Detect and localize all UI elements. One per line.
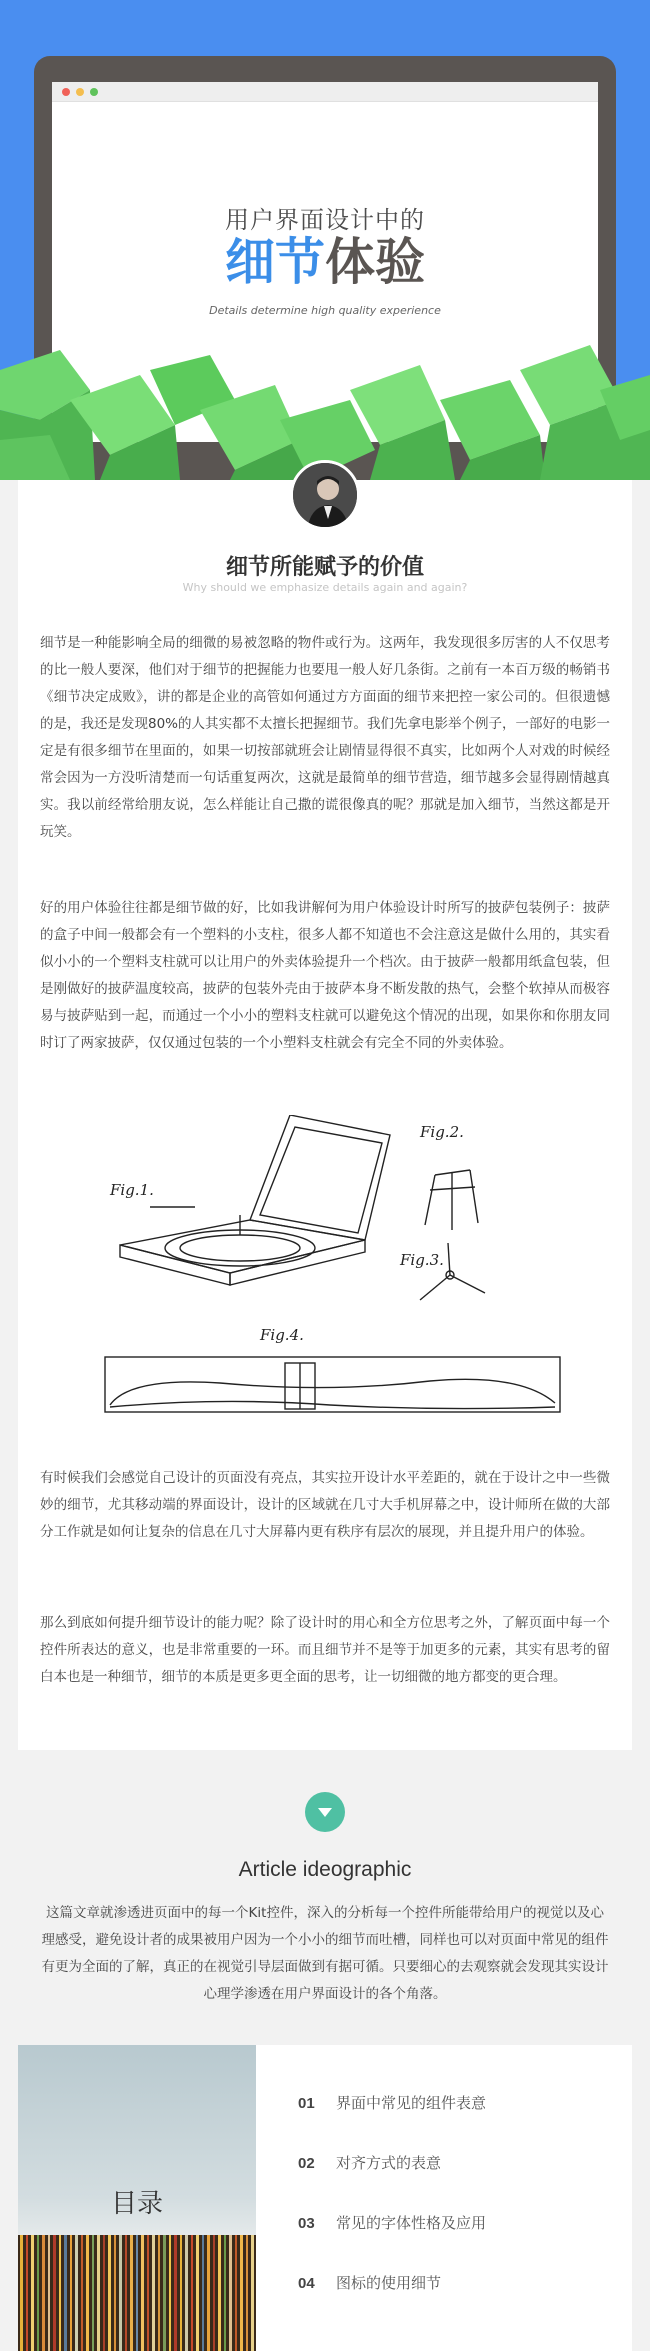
toc-item-text: 界面中常见的组件表意 — [336, 2094, 487, 2112]
toc-item-text: 图标的使用细节 — [336, 2274, 442, 2292]
pizza-box-patent-figure — [100, 1115, 570, 1445]
paragraph-3: 有时候我们会感觉自己设计的页面没有亮点，其实拉开设计水平差距的，就在于设计之中一些微妙的细节，尤其移动端的界面设计，设计的区域就在几寸大手机屏幕之中，设计师所在做的大部分工作就是如何让复杂的信息在几寸大屏幕内更有秩序有层次的展现，并且提升用户的体验。 — [40, 1470, 610, 1540]
close-dot-icon — [62, 88, 70, 96]
toc-item-number: 03 — [298, 2215, 315, 2232]
hero-title-main — [52, 232, 598, 292]
colored-stripes-decoration — [18, 2235, 256, 2351]
hero-title-dark: 体验 — [325, 233, 425, 291]
hero-banner — [0, 0, 650, 480]
ideographic-title: Article ideographic — [238, 1858, 412, 1881]
toc-item-number: 04 — [298, 2275, 315, 2292]
fig3-label: Fig.3. — [400, 1251, 444, 1269]
minimize-dot-icon — [76, 88, 84, 96]
toc-image — [18, 2045, 256, 2351]
toc-item[interactable] — [298, 2092, 618, 2120]
paragraph-2: 好的用户体验往往都是细节做的好，比如我讲解何为用户体验设计时所写的披萨包装例子：披萨的盒子中间一般都会有一个塑料的小支柱，很多人都不知道也不会注意这是做什么用的，其实看似小小的一个塑料支柱就可以让用户的外卖体验提升一个档次。由于披萨一般都用纸盒包装，但是刚做好的披萨温度较高，披萨的包装外壳由于披萨本身不断发散的热气，会整个软掉从而极容易与披萨贴到一起，而通过一个小小的塑料支柱就可以避免这个情况的出现，如果你和你朋友同时订了两家披萨，仅仅通过包装的一个小塑料支柱就会有完全不同的外卖体验。 — [40, 900, 610, 1051]
chevron-down-icon — [305, 1792, 345, 1832]
section-title: 细节所能赋予的价值 — [225, 555, 424, 580]
maximize-dot-icon — [90, 88, 98, 96]
toc-item[interactable] — [298, 2272, 618, 2300]
paragraph-4: 那么到底如何提升细节设计的能力呢？除了设计时的用心和全方位思考之外，了解页面中每一个控件所表达的意义，也是非常重要的一环。而且细节并不是等于加更多的元素，其实有思考的留白本也是一种细节，细节的本质是更多更全面的思考，让一切细微的地方都变的更合理。 — [40, 1615, 610, 1685]
hero-title-line1: 用户界面设计中的 — [225, 206, 425, 234]
toc-item-number: 02 — [298, 2155, 315, 2172]
hero-title-blue: 细节 — [225, 233, 325, 291]
fig1-label: Fig.1. — [110, 1181, 154, 1199]
ideographic-text: 这篇文章就渗透进页面中的每一个Kit控件，深入的分析每一个控件所能带给用户的视觉以及心理感受，避免设计者的成果被用户因为一个小小的细节而吐槽，同样也可以对页面中常见的组件有更为全面的了解，真正的在视觉引导层面做到有据可循。只要细心的去观察就会发现其实设计心理学渗透在用户界面设计的各个角落。 — [41, 1905, 609, 2002]
section-subtitle: Why should we emphasize details again and again? — [182, 581, 468, 594]
paragraph-1: 细节是一种能影响全局的细微的易被忽略的物件或行为。这两年，我发现很多厉害的人不仅思考的比一般人要深，他们对于细节的把握能力也要甩一般人好几条街。之前有一本百万级的畅销书《细节决定成败》，讲的都是企业的高管如何通过方方面面的细节来把控一家公司的。但很遗憾的是，我还是发现80%的人其实都不太擅长把握细节。我们先拿电影举个例子，一部好的电影一定是有很多细节在里面的，如果一切按部就班会让剧情显得很不真实，比如两个人对戏的时候经常会因为一方没听清楚而一句话重复两次，这就是最简单的细节营造，细节越多会显得剧情越真实。我以前经常给朋友说，怎么样能让自己撒的谎很像真的呢？那就是加入细节，当然这都是开玩笑。 — [40, 635, 611, 840]
author-avatar — [290, 460, 360, 530]
toc-item[interactable] — [298, 2152, 618, 2180]
fig4-label: Fig.4. — [260, 1326, 304, 1344]
chevron-down-badge — [305, 1792, 345, 1832]
toc-item-text: 对齐方式的表意 — [336, 2154, 442, 2172]
toc-label: 目录 — [110, 2189, 163, 2219]
toc-item-text: 常见的字体性格及应用 — [336, 2214, 487, 2232]
green-cubes-decoration — [0, 330, 650, 480]
fig2-label: Fig.2. — [420, 1123, 464, 1141]
toc-item[interactable] — [298, 2212, 618, 2240]
browser-bar — [52, 82, 598, 102]
toc-item-number: 01 — [298, 2095, 315, 2112]
hero-subtitle: Details determine high quality experience — [209, 304, 441, 317]
